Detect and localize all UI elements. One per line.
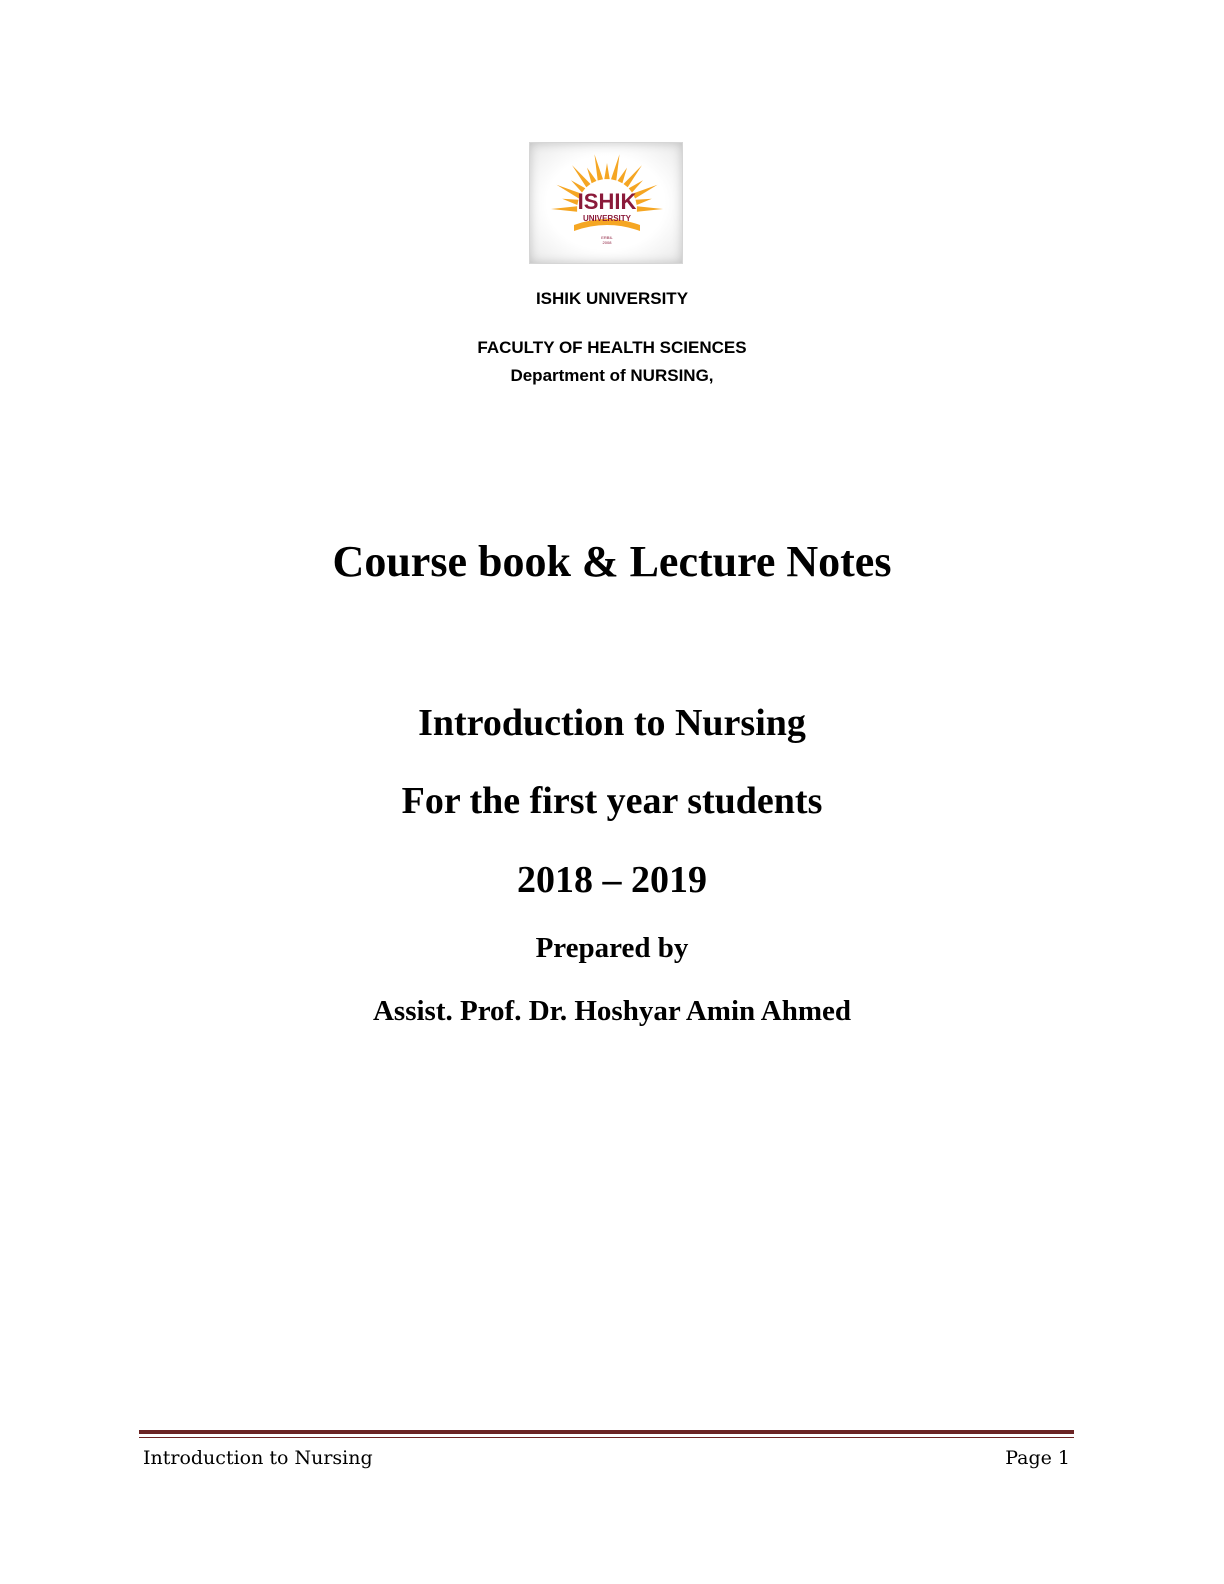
sun-ray — [636, 199, 652, 205]
course-audience: For the first year students — [401, 780, 823, 822]
prepared-by-label: Prepared by — [535, 932, 689, 964]
course-name: Introduction to Nursing — [418, 702, 806, 744]
logo-year: 2008 — [602, 240, 612, 245]
sun-ray — [637, 206, 663, 211]
sun-ray — [551, 206, 577, 211]
university-name: ISHIK UNIVERSITY — [535, 289, 689, 308]
footer-divider-thin — [139, 1437, 1074, 1438]
sun-ray — [587, 168, 597, 184]
author-name: Assist. Prof. Dr. Hoshyar Amin Ahmed — [372, 995, 852, 1027]
sun-ray — [618, 168, 628, 184]
sun-ray — [595, 154, 604, 180]
university-logo — [529, 142, 683, 264]
document-title: Course book & Lecture Notes — [332, 537, 892, 586]
sun-ray — [604, 163, 609, 179]
sun-ray — [562, 199, 578, 205]
footer-divider — [139, 1430, 1074, 1434]
logo-subtitle: UNIVERSITY — [582, 214, 632, 223]
academic-years: 2018 – 2019 — [517, 859, 707, 901]
logo-city: ERBIL — [601, 235, 613, 240]
logo-wordmark: ISHIK — [577, 189, 637, 214]
footer-course-name: Introduction to Nursing — [143, 1447, 373, 1469]
sun-emblem-icon — [530, 143, 684, 265]
faculty-name: FACULTY OF HEALTH SCIENCES — [477, 338, 747, 357]
department-name: Department of NURSING, — [510, 366, 714, 385]
footer-page-number: Page 1 — [1005, 1447, 1070, 1469]
sun-ray — [611, 154, 620, 180]
